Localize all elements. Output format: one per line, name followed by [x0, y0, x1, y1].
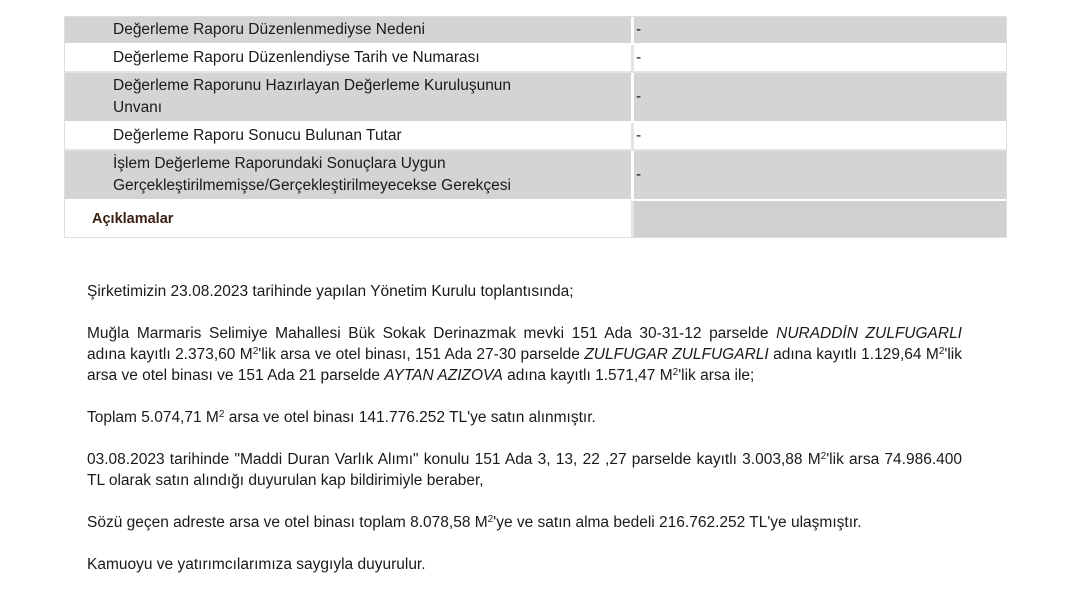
summary-paragraph: Sözü geçen adreste arsa ve otel binası toplam 8.078,58 $M^2'ye$ ve satın alma bedeli 216.762.252 TL'ye ulaşmıştır. — [87, 514, 862, 531]
intro-paragraph: Şirketimizin 23.08.2023 tarihinde yapılan Yönetim Kurulu toplantısında; — [87, 283, 574, 300]
row-value: - — [634, 17, 1006, 45]
owner-name: ZULFUGAR ZULFUGARLI — [584, 346, 769, 363]
announcement-body — [87, 281, 962, 575]
valuation-report-table — [64, 16, 1007, 238]
notes-value — [634, 201, 1006, 237]
owner-name: NURADDİN ZULFUGARLI — [776, 325, 962, 342]
row-value: - — [634, 45, 1006, 73]
row-value: - — [634, 151, 1006, 201]
table-row — [65, 17, 1006, 45]
table-row — [65, 45, 1006, 73]
table-row — [65, 73, 1006, 123]
notes-row — [65, 201, 1006, 237]
parcels-paragraph: Muğla Marmaris Selimiye Mahallesi Bük Sokak Derinazmak mevki 151 Ada 30-31-12 parselde NURADDİN ZULFUGARLI adına kayıtlı 2.373,60 $M^2'lik$ arsa ve otel binası, 151 Ada 27-30 parselde ZULFUGAR ZULFUGARLI adına kayıtlı 1.129,64 $M^2'lik$ arsa ve otel binası ve 151 Ada 21 parselde AYTAN AZIZOVA adına kayıtlı 1.571,47 $M^2'lik$ arsa ile; — [87, 325, 962, 384]
table-row — [65, 151, 1006, 201]
row-label: Değerleme Raporunu Hazırlayan Değerleme Kuruluşunun Unvanı — [65, 73, 634, 123]
row-value: - — [634, 73, 1006, 123]
table-row — [65, 123, 1006, 151]
closing-paragraph: Kamuoyu ve yatırımcılarımıza saygıyla duyurulur. — [87, 556, 426, 573]
row-value: - — [634, 123, 1006, 151]
row-label: Değerleme Raporu Düzenlenmediyse Nedeni — [65, 17, 634, 45]
prior-purchase-paragraph: 03.08.2023 tarihinde "Maddi Duran Varlık Alımı" konulu 151 Ada 3, 13, 22 ,27 parselde kayıtlı 3.003,88 $M^2'lik$ arsa 74.986.400 TL olarak satın alındığı duyurulan kap bildirimiyle beraber, — [87, 451, 962, 489]
notes-label: Açıklamalar — [65, 201, 634, 237]
row-label: Değerleme Raporu Düzenlendiyse Tarih ve Numarası — [65, 45, 634, 73]
owner-name: AYTAN AZIZOVA — [384, 367, 503, 384]
total-paragraph: Toplam 5.074,71 $M^2$ arsa ve otel binası 141.776.252 TL'ye satın alınmıştır. — [87, 409, 596, 426]
row-label: İşlem Değerleme Raporundaki Sonuçlara Uygun Gerçekleştirilmemişse/Gerçekleştirilmeyecekse Gerekçesi — [65, 151, 634, 201]
row-label: Değerleme Raporu Sonucu Bulunan Tutar — [65, 123, 634, 151]
